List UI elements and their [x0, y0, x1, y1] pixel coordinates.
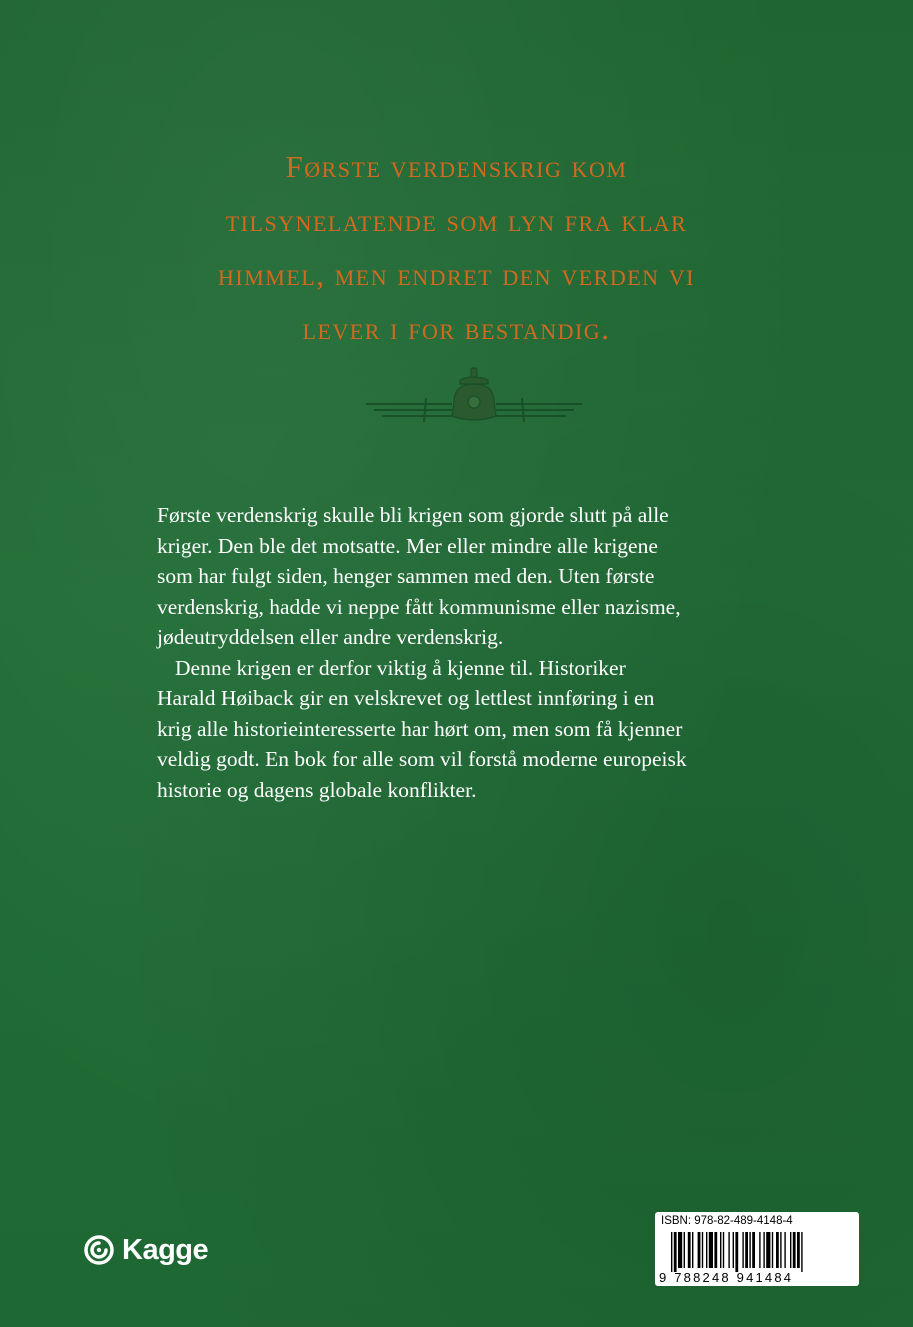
description-line: som har fulgt siden, henger sammen med den. Uten første: [157, 564, 655, 588]
description-line: jødeutryddelsen eller andre verdenskrig.: [157, 625, 504, 649]
description-line: Denne krigen er derfor viktig å kjenne til. Historiker: [175, 655, 626, 680]
barcode-bar: [766, 1232, 770, 1268]
barcode-bar: [735, 1232, 738, 1272]
tagline-line: Første verdenskrig kom: [285, 149, 628, 184]
barcode-bar: [698, 1232, 701, 1268]
barcode-bar: [793, 1232, 796, 1268]
description-line: verdenskrig, hadde vi neppe fått kommunisme eller nazisme,: [157, 594, 681, 619]
barcode-bar: [709, 1232, 713, 1268]
barcode-bar: [776, 1232, 779, 1268]
barcode-bar: [702, 1232, 703, 1268]
barcode-bar: [733, 1232, 734, 1268]
isbn-barcode: [655, 1212, 859, 1286]
publisher-logo: [84, 1230, 208, 1270]
barcode-bar: [801, 1232, 802, 1272]
description-line: historie og dagens globale konflikter.: [157, 777, 477, 802]
barcode-bar: [752, 1232, 755, 1268]
tagline-line: himmel, men endret den verden vi: [217, 257, 695, 292]
publisher-name: Kagge: [122, 1233, 209, 1266]
description: [157, 500, 797, 805]
barcode-bar: [728, 1232, 729, 1268]
barcode-bar: [692, 1232, 693, 1268]
pickelhaube-helmet-icon: [364, 366, 584, 430]
barcode-bar: [684, 1232, 685, 1268]
barcode-bar: [678, 1232, 682, 1268]
isbn-label: ISBN: 978-82-489-4148-4: [661, 1215, 793, 1227]
barcode-bar: [688, 1232, 691, 1268]
barcode-bar: [671, 1232, 672, 1272]
barcode-bar: [797, 1232, 800, 1268]
barcode-bar: [714, 1232, 717, 1268]
barcode-bar: [674, 1232, 677, 1272]
barcode-bar: [706, 1232, 707, 1268]
barcode-bar: [749, 1232, 750, 1268]
barcode-bar: [772, 1232, 773, 1268]
description-line: krig alle historieinteresserte har hørt om, men som få kjenner: [157, 716, 683, 741]
description-line: Første verdenskrig skulle bli krigen som gjorde slutt på alle: [157, 503, 669, 527]
barcode-digits: 9 788248 941484: [659, 1270, 794, 1285]
description-line: veldig godt. En bok for alle som vil forstå moderne europeisk: [157, 747, 687, 771]
description-line: Harald Høiback gir en velskrevet og lettlest innføring i en: [157, 686, 655, 710]
barcode-bar: [759, 1232, 760, 1268]
barcode-bar: [745, 1232, 748, 1268]
barcode-bar: [763, 1232, 764, 1268]
barcode-bar: [723, 1232, 724, 1268]
tagline: [120, 140, 793, 356]
kagge-swirl-logo-icon: [84, 1235, 114, 1265]
barcode-bar: [742, 1232, 743, 1268]
tagline-line: tilsynelatende som lyn fra klar: [225, 203, 688, 238]
barcode-bar: [784, 1232, 785, 1268]
barcode-bar: [720, 1232, 721, 1268]
tagline-line: lever i for bestandig.: [302, 311, 611, 346]
barcode-bar: [780, 1232, 781, 1268]
description-line: kriger. Den ble det motsatte. Mer eller mindre alle krigene: [157, 533, 658, 558]
barcode-bar: [790, 1232, 791, 1268]
